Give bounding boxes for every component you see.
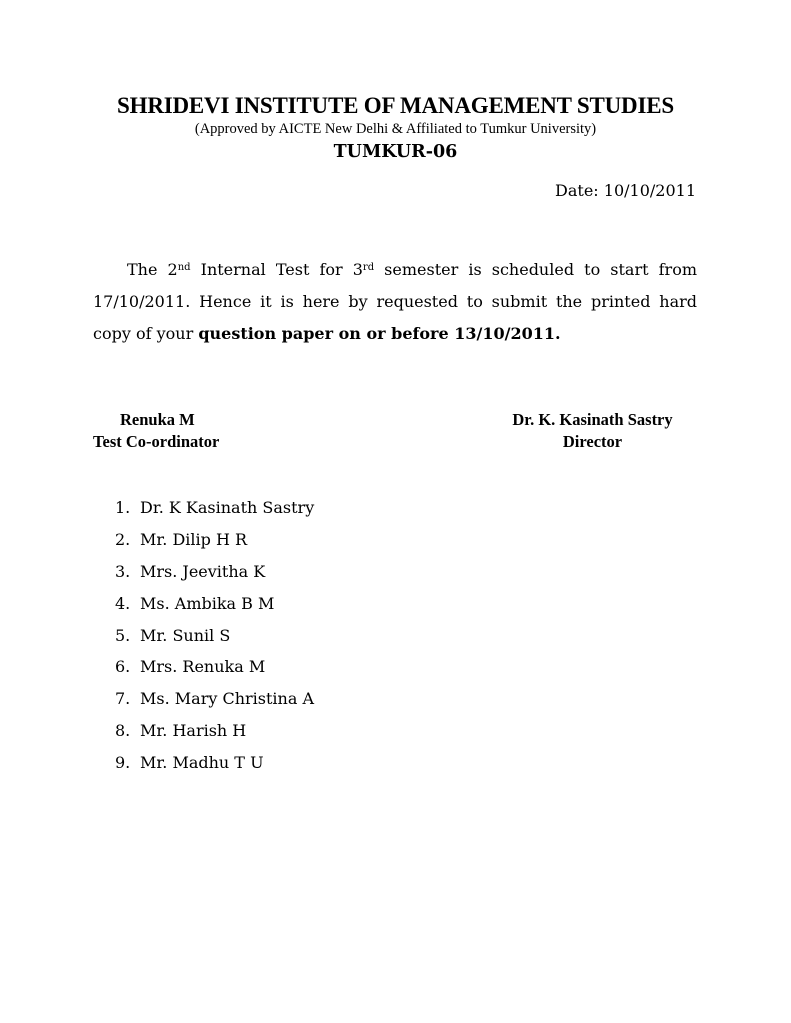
recipient-name: Mr. Madhu T U <box>140 753 264 773</box>
superscript-rd: rd <box>362 262 375 273</box>
signature-director <box>490 409 695 453</box>
recipient-number: 2. <box>115 529 131 549</box>
recipient-name: Mr. Sunil S <box>140 625 231 645</box>
recipient-item <box>115 620 314 652</box>
recipient-number: 4. <box>115 593 131 613</box>
notice-paragraph <box>93 254 697 350</box>
recipient-list <box>115 492 314 779</box>
recipient-name: Ms. Ambika B M <box>140 593 275 613</box>
recipient-item <box>115 683 314 715</box>
recipient-name: Mr. Dilip H R <box>140 529 248 549</box>
recipient-number: 5. <box>115 625 131 645</box>
recipient-name: Mrs. Renuka M <box>140 657 266 677</box>
recipient-item <box>115 492 314 524</box>
recipient-item <box>115 651 314 683</box>
notice-text-part2: Internal Test for 3 <box>190 260 363 279</box>
notice-deadline: question paper on or before 13/10/2011. <box>198 324 561 343</box>
recipient-item <box>115 524 314 556</box>
approval-line: (Approved by AICTE New Delhi & Affiliated to Tumkur University) <box>194 121 597 137</box>
coordinator-name: Renuka M <box>120 410 195 429</box>
recipient-number: 1. <box>115 498 131 517</box>
recipient-name: Dr. K Kasinath Sastry <box>140 498 315 517</box>
recipient-name: Ms. Mary Christina A <box>140 689 315 709</box>
notice-text-part1: The 2 <box>127 260 178 279</box>
city-line: TUMKUR-06 <box>333 142 458 162</box>
signature-coordinator <box>93 409 263 453</box>
recipient-number: 7. <box>115 689 131 709</box>
date-line: Date: 10/10/2011 <box>555 181 696 200</box>
recipient-item <box>115 556 314 588</box>
institute-name: SHRIDEVI INSTITUTE OF MANAGEMENT STUDIES <box>117 93 674 118</box>
superscript-nd: nd <box>177 262 191 273</box>
director-title: Director <box>562 432 623 451</box>
coordinator-title: Test Co-ordinator <box>93 432 220 451</box>
director-name: Dr. K. Kasinath Sastry <box>512 410 673 429</box>
recipient-item <box>115 747 314 779</box>
recipient-number: 8. <box>115 721 131 741</box>
recipient-number: 3. <box>115 561 131 581</box>
notice-text-part3: semester is scheduled to start from 17/10/2011. Hence it is here by requested to submit the printed hard copy of your <box>93 260 697 343</box>
recipient-name: Mr. Harish H <box>140 721 247 741</box>
recipient-number: 6. <box>115 657 131 677</box>
recipient-item <box>115 715 314 747</box>
recipient-number: 9. <box>115 753 131 773</box>
recipient-name: Mrs. Jeevitha K <box>140 561 266 581</box>
recipient-item <box>115 588 314 620</box>
